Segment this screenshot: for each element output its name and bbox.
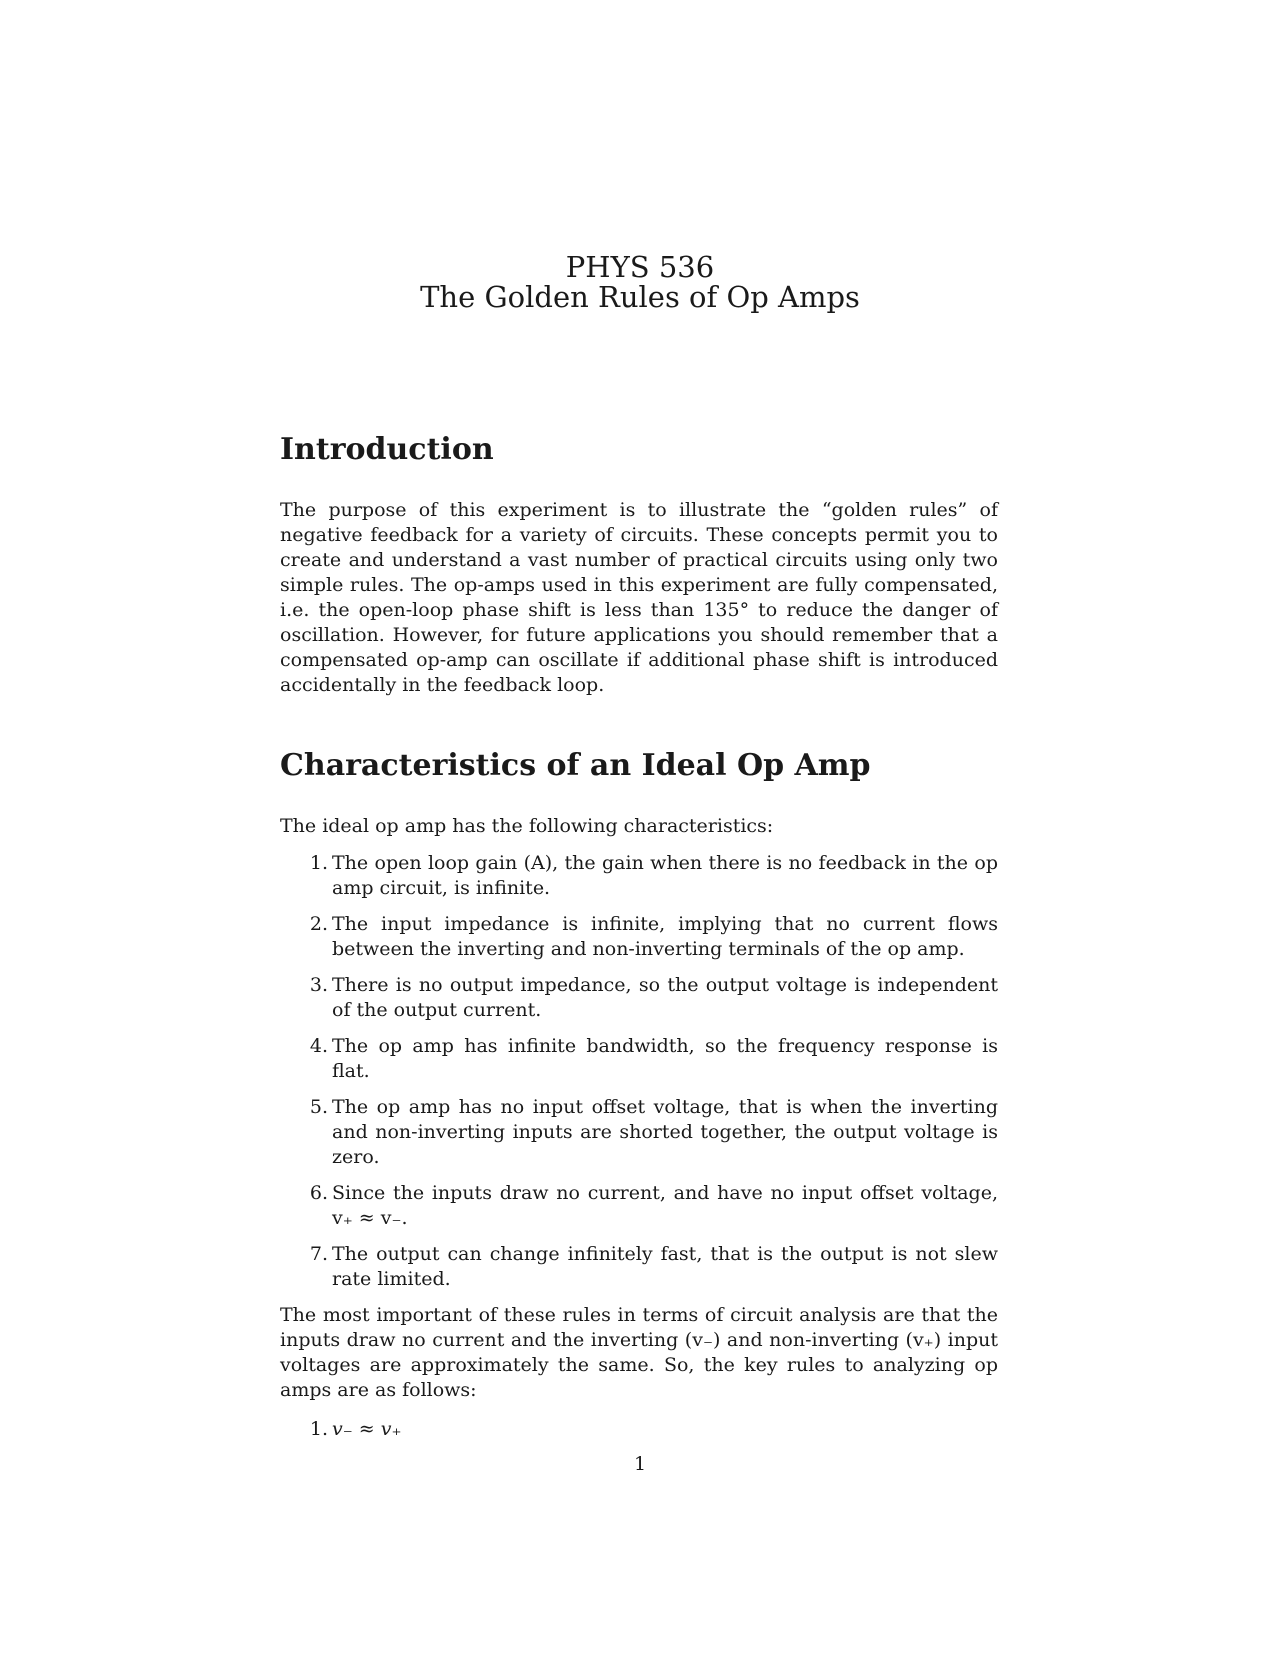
list-item — [309, 912, 998, 962]
list-item-text: The output can change infinitely fast, that is the output is not slew rate limited. — [332, 1243, 998, 1290]
list-item-number: 2. — [309, 913, 328, 935]
list-item-number: 5. — [309, 1096, 328, 1118]
list-item-number: 1. — [309, 1418, 328, 1440]
course-code: PHYS 536 — [565, 250, 715, 284]
list-item-number: 1. — [309, 852, 328, 874]
list-item — [309, 1034, 998, 1084]
page-number: 1 — [633, 1453, 647, 1475]
characteristics-list — [280, 851, 998, 1292]
list-item-text: The op amp has no input offset voltage, that is when the inverting and non-inverting inputs are shorted together, the output voltage is zero. — [332, 1096, 998, 1168]
section-heading-characteristics: Characteristics of an Ideal Op Amp — [280, 748, 871, 783]
introduction-paragraph: The purpose of this experiment is to illustrate the “golden rules” of negative feedback for a variety of circuits. These concepts permit you to create and understand a vast number of practical circuits using only two simple rules. The op-amps used in this experiment are fully compensated, i.e. the open-loop phase shift is less than 135° to reduce the danger of oscillation. However, for future applications you should remember that a compensated op-amp can oscillate if additional phase shift is introduced accidentally in the feedback loop. — [280, 499, 998, 696]
document-title — [0, 252, 1280, 312]
list-item-number: 6. — [309, 1182, 328, 1204]
list-item-text: The input impedance is infinite, implying that no current flows between the inverting and non-inverting terminals of the op amp. — [332, 913, 998, 960]
list-item — [309, 1181, 998, 1231]
list-item-number: 4. — [309, 1035, 328, 1057]
list-item-text: Since the inputs draw no current, and have no input offset voltage, v₊ ≈ v₋. — [332, 1182, 998, 1229]
list-item-number: 7. — [309, 1243, 328, 1265]
list-item-number: 3. — [309, 974, 328, 996]
list-item-text: The op amp has infinite bandwidth, so the frequency response is flat. — [332, 1035, 998, 1082]
list-item-text: There is no output impedance, so the output voltage is independent of the output current. — [332, 974, 998, 1021]
section-heading-introduction: Introduction — [280, 432, 494, 467]
document-body — [280, 430, 998, 1453]
list-item — [309, 1095, 998, 1170]
list-item — [309, 851, 998, 901]
list-item-text: v₋ ≈ v₊ — [332, 1418, 402, 1440]
list-item — [309, 973, 998, 1023]
characteristics-intro: The ideal op amp has the following characteristics: — [280, 815, 774, 837]
key-rules-list — [280, 1417, 998, 1442]
document-subtitle: The Golden Rules of Op Amps — [420, 280, 860, 314]
list-item — [309, 1417, 998, 1442]
list-item — [309, 1242, 998, 1292]
list-item-text: The open loop gain (A), the gain when there is no feedback in the op amp circuit, is infinite. — [332, 852, 998, 899]
key-rules-intro: The most important of these rules in terms of circuit analysis are that the inputs draw no current and the inverting (v₋) and non-inverting (v₊) input voltages are approximately the same. So, the key rules to analyzing op amps are as follows: — [280, 1304, 998, 1401]
